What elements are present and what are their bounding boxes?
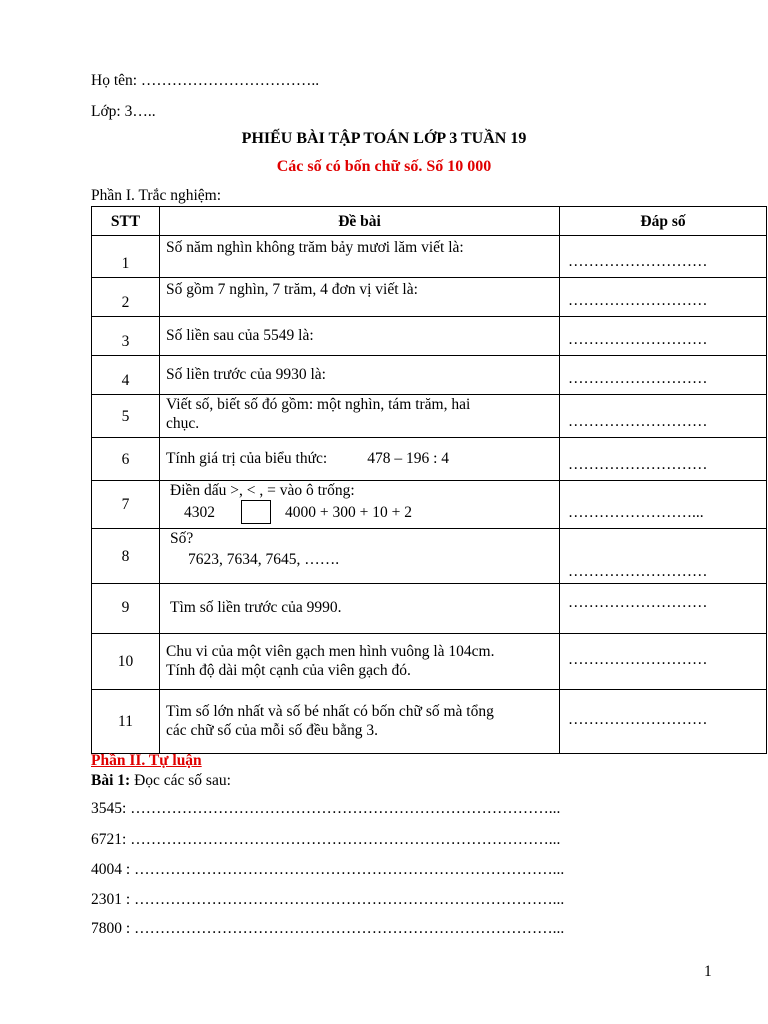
question-text: Số liền sau của 5549 là:	[166, 326, 314, 344]
question-text: Số?	[170, 530, 194, 547]
question-text: Số gồm 7 nghìn, 7 trăm, 4 đơn vị viết là:	[166, 281, 418, 298]
row-number: 4	[92, 356, 160, 395]
question-text: Điền dấu >, < , = vào ô trống:	[170, 482, 355, 499]
row-number: 5	[92, 395, 160, 438]
compare-left: 4302	[184, 503, 215, 521]
number-label: 2301 :	[91, 891, 131, 908]
table-row	[92, 438, 767, 481]
question-text: chục.	[166, 415, 200, 432]
bai1-instruction: Đọc các số sau:	[134, 772, 231, 789]
row-number: 7	[92, 481, 160, 529]
part2-heading: Phần II. Tự luận	[91, 752, 202, 769]
answer-blank[interactable]: ………………………	[560, 529, 767, 584]
question-text: Tìm số liền trước của 9990.	[170, 599, 342, 616]
column-header-question: Đề bài	[160, 207, 560, 236]
question-text: Viết số, biết số đó gồm: một nghìn, tám trăm, hai	[166, 396, 471, 413]
number-label: 4004 :	[91, 861, 131, 878]
question-text: Tính độ dài một cạnh của viên gạch đó.	[166, 661, 411, 679]
question-cell	[160, 529, 560, 584]
answer-blank[interactable]: ………………………	[560, 356, 767, 395]
compare-row	[166, 500, 553, 524]
question-text: Số năm nghìn không trăm bảy mươi lăm viết là:	[166, 239, 464, 256]
question-cell	[160, 690, 560, 754]
comparison-box[interactable]	[241, 500, 271, 524]
question-cell	[160, 356, 560, 395]
question-cell	[160, 236, 560, 278]
table-row	[92, 236, 767, 278]
reading-line	[91, 891, 564, 909]
question-cell	[160, 634, 560, 690]
table-row	[92, 690, 767, 754]
answer-blank[interactable]: ………………………	[560, 438, 767, 481]
answer-dots[interactable]: ………………………………………………………………………...	[134, 891, 565, 908]
number-sequence: 7623, 7634, 7645, …….	[188, 551, 340, 568]
column-header-stt: STT	[92, 207, 160, 236]
reading-line	[91, 800, 560, 818]
quiz-table	[91, 206, 767, 754]
bai1-heading	[91, 772, 231, 790]
answer-blank[interactable]: ………………………	[560, 690, 767, 754]
compare-right: 4000 + 300 + 10 + 2	[285, 503, 412, 521]
answer-dots[interactable]: ………………………………………………………………………...	[130, 831, 561, 848]
student-name-line: Họ tên: ……………………………..	[91, 72, 320, 89]
table-row	[92, 317, 767, 356]
table-header-row	[92, 207, 767, 236]
question-cell	[160, 584, 560, 634]
class-line: Lớp: 3…..	[91, 103, 156, 120]
worksheet-title: PHIẾU BÀI TẬP TOÁN LỚP 3 TUẦN 19	[241, 130, 527, 147]
answer-blank[interactable]: ………………………	[560, 236, 767, 278]
table-row	[92, 481, 767, 529]
question-text: Tìm số lớn nhất và số bé nhất có bốn chữ số mà tổng	[166, 702, 494, 720]
answer-blank[interactable]: ………………………	[560, 634, 767, 690]
question-cell	[160, 481, 560, 529]
reading-line	[91, 920, 564, 938]
table-row	[92, 356, 767, 395]
row-number: 2	[92, 278, 160, 317]
row-number: 9	[92, 584, 160, 634]
question-cell	[160, 438, 560, 481]
answer-dots[interactable]: ………………………………………………………………………...	[134, 920, 565, 937]
row-number: 8	[92, 529, 160, 584]
part1-heading: Phần I. Trắc nghiệm:	[91, 187, 222, 204]
row-number: 10	[92, 634, 160, 690]
row-number: 3	[92, 317, 160, 356]
bai1-label: Bài 1:	[91, 772, 131, 789]
reading-line	[91, 831, 560, 849]
answer-blank[interactable]: ………………………	[560, 584, 767, 634]
question-cell	[160, 278, 560, 317]
answer-blank[interactable]: ………………………	[560, 317, 767, 356]
column-header-answer: Đáp số	[560, 207, 767, 236]
answer-blank[interactable]: ………………………	[560, 395, 767, 438]
row-number: 1	[92, 236, 160, 278]
answer-blank[interactable]: ………………………	[560, 278, 767, 317]
row-number: 6	[92, 438, 160, 481]
number-label: 3545:	[91, 800, 127, 817]
reading-line	[91, 861, 564, 879]
table-row	[92, 634, 767, 690]
answer-dots[interactable]: ………………………………………………………………………...	[130, 800, 561, 817]
table-row	[92, 395, 767, 438]
row-number: 11	[92, 690, 160, 754]
question-text: các chữ số của mỗi số đều bằng 3.	[166, 721, 378, 739]
table-row	[92, 529, 767, 584]
question-text: Chu vi của một viên gạch men hình vuông là 104cm.	[166, 642, 495, 660]
expression: 478 – 196 : 4	[367, 449, 450, 467]
table-row	[92, 584, 767, 634]
page-number: 1	[704, 963, 712, 980]
answer-blank[interactable]: ……………………...	[560, 481, 767, 529]
question-cell	[160, 317, 560, 356]
worksheet-subtitle: Các số có bốn chữ số. Số 10 000	[276, 158, 492, 175]
table-row	[92, 278, 767, 317]
question-cell	[160, 395, 560, 438]
question-text: Tính giá trị của biểu thức:	[166, 449, 328, 467]
answer-dots[interactable]: ………………………………………………………………………...	[134, 861, 565, 878]
number-label: 6721:	[91, 831, 127, 848]
number-label: 7800 :	[91, 920, 131, 937]
question-text: Số liền trước của 9930 là:	[166, 365, 326, 383]
